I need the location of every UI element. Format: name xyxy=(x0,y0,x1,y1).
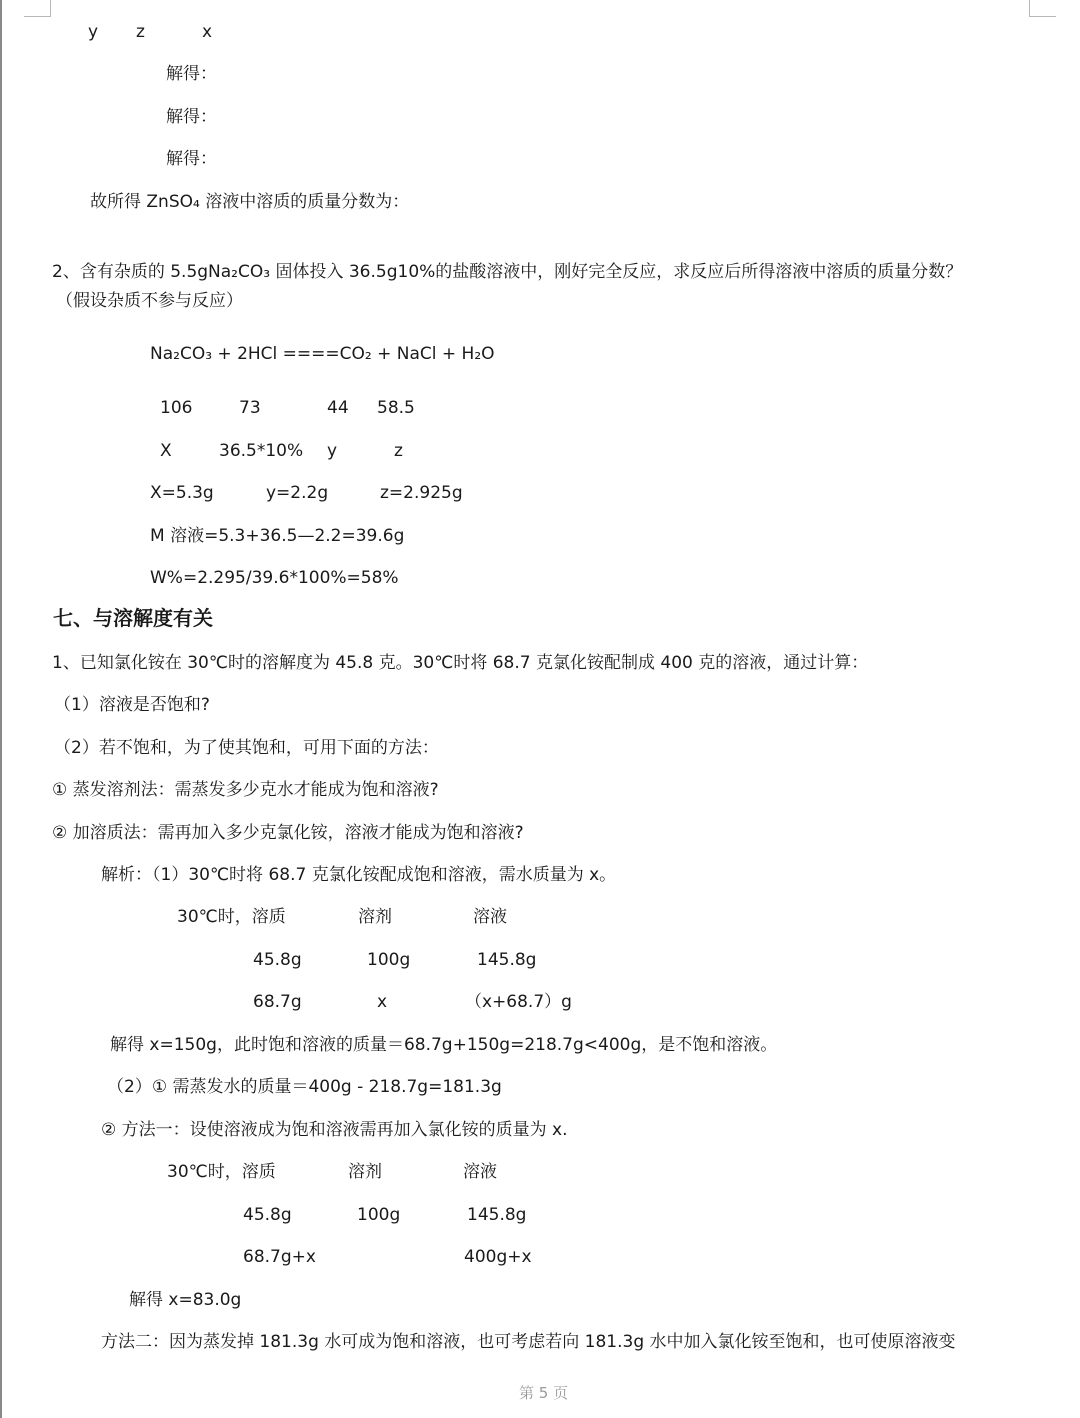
table2-header: 溶剂 xyxy=(348,1162,382,1182)
solve-statement-2: 解得 x=83.0g xyxy=(129,1290,242,1310)
table2-header: 30℃时，溶质 xyxy=(167,1162,276,1182)
analysis-text: 解析：（1）30℃时将 68.7 克氯化铵配成饱和溶液，需水质量为 x。 xyxy=(101,865,617,885)
question-1: 1、已知氯化铵在 30℃时的溶解度为 45.8 克。30℃时将 68.7 克氯化铵配制成 400 克的溶液，通过计算： xyxy=(52,653,869,673)
result-value: z=2.925g xyxy=(380,483,463,503)
conclusion-text: 故所得 ZnSO₄ 溶液中溶质的质量分数为： xyxy=(90,192,410,212)
sub-question-2: （2）若不饱和，为了使其饱和，可用下面的方法： xyxy=(54,738,439,758)
page-left-border xyxy=(0,0,2,1418)
unknown-value: X xyxy=(160,441,172,461)
problem2-question: 2、含有杂质的 5.5gNa₂CO₃ 固体投入 36.5g10%的盐酸溶液中，刚好完全反应，求反应后所得溶液中溶质的质量分数？ xyxy=(52,262,963,282)
result-value: y=2.2g xyxy=(266,483,329,503)
table2-cell: 45.8g xyxy=(243,1205,292,1225)
molar-mass: 58.5 xyxy=(377,398,415,418)
table1-cell: 100g xyxy=(367,950,411,970)
table2-cell: 400g+x xyxy=(464,1247,532,1267)
table1-cell: （x+68.7）g xyxy=(465,992,572,1012)
molar-mass: 44 xyxy=(327,398,349,418)
part2-evaporation: （2）① 需蒸发水的质量＝400g - 218.7g=181.3g xyxy=(107,1077,502,1097)
table2-cell: 100g xyxy=(357,1205,401,1225)
solve-line: 解得： xyxy=(166,107,217,127)
table1-cell: 145.8g xyxy=(477,950,537,970)
table2-cell: 68.7g+x xyxy=(243,1247,316,1267)
solve-line: 解得： xyxy=(166,149,217,169)
solve-line: 解得： xyxy=(166,64,217,84)
page-number: 第 5 页 xyxy=(519,1384,569,1402)
chemical-equation: Na₂CO₃ + 2HCl ====CO₂ + NaCl + H₂O xyxy=(150,344,495,364)
table2-cell: 145.8g xyxy=(467,1205,527,1225)
table1-cell: 68.7g xyxy=(253,992,302,1012)
var-y: y xyxy=(88,22,99,42)
table1-cell: 45.8g xyxy=(253,950,302,970)
molar-mass: 106 xyxy=(160,398,193,418)
var-x: x xyxy=(202,22,213,42)
problem2-assumption: （假设杂质不参与反应） xyxy=(56,291,243,311)
method-add-solute: ② 加溶质法：需再加入多少克氯化铵，溶液才能成为饱和溶液? xyxy=(52,823,524,843)
unknown-value: z xyxy=(394,441,403,461)
table1-header: 30℃时，溶质 xyxy=(177,907,286,927)
sub-question-1: （1）溶液是否饱和? xyxy=(54,695,210,715)
table1-header: 溶剂 xyxy=(358,907,392,927)
solution-mass: M 溶液=5.3+36.5—2.2=39.6g xyxy=(150,526,405,546)
result-value: X=5.3g xyxy=(150,483,214,503)
unknown-value: y xyxy=(327,441,338,461)
mass-percent: W%=2.295/39.6*100%=58% xyxy=(150,568,399,588)
part2-method-one: ② 方法一：设使溶液成为饱和溶液需再加入氯化铵的质量为 x. xyxy=(101,1120,568,1140)
crop-mark-top-left xyxy=(24,0,51,17)
solve-statement-1: 解得 x=150g，此时饱和溶液的质量＝68.7g+150g=218.7g<400g，是不饱和溶液。 xyxy=(110,1035,778,1055)
crop-mark-top-right xyxy=(1029,0,1056,17)
method-evaporate: ① 蒸发溶剂法：需蒸发多少克水才能成为饱和溶液? xyxy=(52,780,439,800)
table2-header: 溶液 xyxy=(463,1162,497,1182)
unknown-value: 36.5*10% xyxy=(219,441,304,461)
molar-mass: 73 xyxy=(239,398,261,418)
section-heading: 七、与溶解度有关 xyxy=(53,606,213,630)
var-z: z xyxy=(136,22,145,42)
table1-cell: x xyxy=(377,992,388,1012)
table1-header: 溶液 xyxy=(473,907,507,927)
method-two-text: 方法二：因为蒸发掉 181.3g 水可成为饱和溶液，也可考虑若向 181.3g 水中加入氯化铵至饱和，也可使原溶液变 xyxy=(101,1332,956,1352)
